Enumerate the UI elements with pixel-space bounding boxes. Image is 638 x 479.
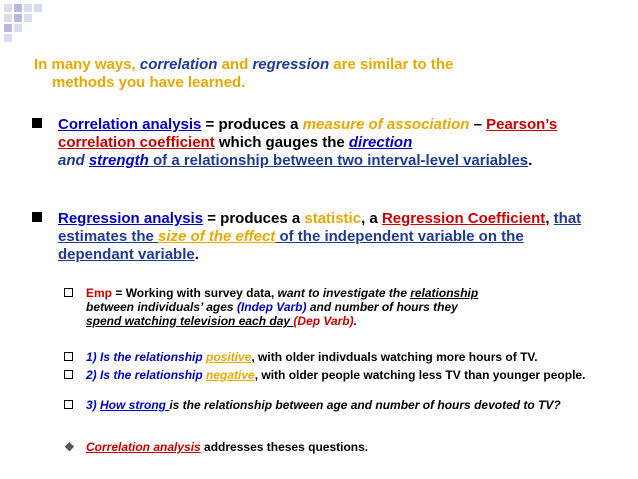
text: relationship bbox=[410, 286, 479, 300]
text: (Dep Varb) bbox=[293, 314, 354, 328]
size-of-effect: size of the effect bbox=[158, 228, 276, 245]
text: . bbox=[194, 246, 199, 263]
text: , with older people watching less TV than younger people. bbox=[254, 368, 586, 382]
intro-text: and bbox=[217, 56, 253, 73]
text: of a relationship between two interval-level variables bbox=[148, 152, 529, 169]
diamond-cross-icon: ❖ bbox=[64, 440, 75, 454]
strength: strength bbox=[88, 152, 149, 169]
measure-of-association: measure of association bbox=[302, 116, 470, 133]
text: , bbox=[545, 210, 554, 227]
term-correlation: correlation bbox=[139, 56, 218, 73]
text: Emp bbox=[86, 286, 113, 300]
square-bullet-icon bbox=[32, 118, 42, 128]
text: , a bbox=[361, 210, 382, 227]
text: (Indep Varb) bbox=[236, 300, 307, 314]
statistic: statistic bbox=[304, 210, 362, 227]
text: and number of hours they bbox=[306, 300, 458, 314]
text: which gauges the bbox=[214, 134, 349, 151]
regression-coefficient: Regression Coefficient bbox=[381, 210, 546, 227]
text: and bbox=[58, 152, 89, 169]
text: addresses theses questions. bbox=[200, 440, 369, 454]
text: spend watching television each day bbox=[86, 314, 294, 328]
text: 3) bbox=[86, 398, 101, 412]
text: age and number of hours devoted to TV? bbox=[326, 398, 561, 412]
term-regression: regression bbox=[252, 56, 330, 73]
text: = produces a bbox=[203, 210, 305, 227]
text: . bbox=[353, 314, 357, 328]
bullet-regression bbox=[32, 210, 592, 264]
intro-text: are similar to the bbox=[329, 56, 454, 73]
hollow-square-icon bbox=[64, 352, 73, 361]
sub-example bbox=[64, 286, 594, 328]
sub-strength bbox=[64, 398, 594, 412]
sub-conclusion bbox=[64, 440, 594, 454]
text: of the independent variable on the dependant variable bbox=[58, 228, 524, 263]
intro-text-line2: methods you have learned. bbox=[52, 74, 246, 91]
bullet-correlation bbox=[32, 116, 592, 170]
text: = produces a bbox=[201, 116, 303, 133]
square-bullet-icon bbox=[32, 212, 42, 222]
text: negative bbox=[206, 368, 255, 382]
regression-analysis-link: Regression analysis bbox=[58, 210, 204, 227]
text: want to investigate the bbox=[277, 286, 411, 300]
hollow-square-icon bbox=[64, 400, 73, 409]
text: , with older indivduals watching more hours of TV. bbox=[251, 350, 538, 364]
text: . bbox=[528, 152, 533, 169]
direction: direction bbox=[348, 134, 413, 151]
text: = Working with survey data, bbox=[112, 286, 278, 300]
hollow-square-icon bbox=[64, 370, 73, 379]
hollow-square-icon bbox=[64, 288, 73, 297]
text: Correlation analysis bbox=[86, 440, 201, 454]
text: is the relationship between bbox=[169, 398, 327, 412]
text: between individuals’ ages bbox=[86, 300, 237, 314]
pearson-coefficient: Pearson’s correlation coefficient bbox=[58, 116, 558, 151]
correlation-analysis-link: Correlation analysis bbox=[58, 116, 202, 133]
text: 1) Is the relationship bbox=[86, 350, 207, 364]
text: that estimates the bbox=[58, 210, 582, 245]
text: – bbox=[469, 116, 487, 133]
sub-positive bbox=[64, 350, 594, 364]
intro-paragraph bbox=[34, 56, 554, 92]
text: positive bbox=[206, 350, 252, 364]
text: How strong bbox=[100, 398, 170, 412]
text: 2) Is the relationship bbox=[86, 368, 207, 382]
intro-text: In many ways, bbox=[34, 56, 140, 73]
sub-negative bbox=[64, 368, 594, 382]
